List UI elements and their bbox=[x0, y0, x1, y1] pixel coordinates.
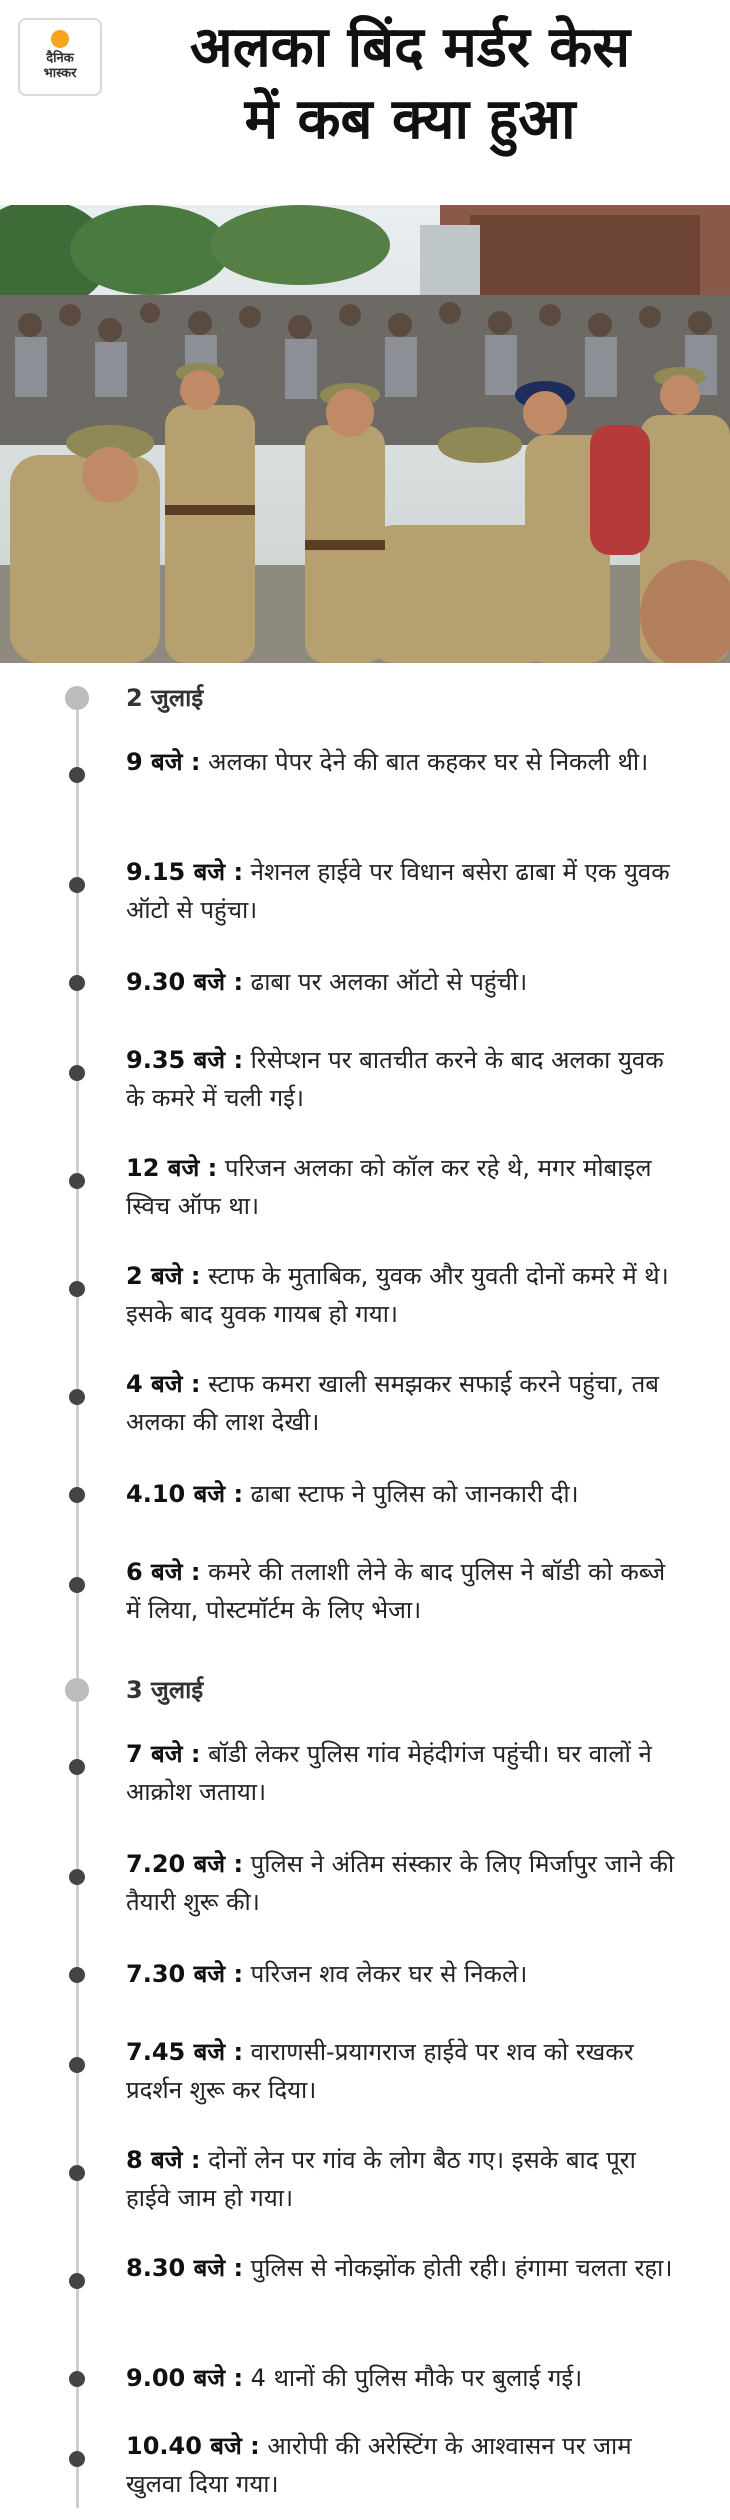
event-time: 9.15 बजे : bbox=[126, 858, 244, 886]
event-item bbox=[126, 963, 686, 1001]
event-dot-icon bbox=[69, 1389, 85, 1405]
event-time: 9.35 बजे : bbox=[126, 1046, 244, 1074]
title-line1: अलका बिंद मर्डर केस bbox=[189, 15, 631, 80]
event-description: नेशनल हाईवे पर विधान बसेरा ढाबा में एक युवक ऑटो से पहुंचा। bbox=[126, 858, 670, 924]
event-time: 2 बजे : bbox=[126, 1262, 201, 1290]
police-crowd-photo-icon bbox=[0, 205, 730, 663]
timeline-line bbox=[76, 698, 79, 2508]
event-time: 9 बजे : bbox=[126, 748, 201, 776]
event-time: 9.30 बजे : bbox=[126, 968, 244, 996]
event-description: वाराणसी-प्रयागराज हाईवे पर शव को रखकर प्रदर्शन शुरू कर दिया। bbox=[126, 2038, 634, 2104]
sun-icon bbox=[51, 30, 69, 48]
event-description: दोनों लेन पर गांव के लोग बैठ गए। इसके बाद पूरा हाईवे जाम हो गया। bbox=[126, 2146, 636, 2212]
event-item bbox=[126, 1475, 686, 1513]
event-time: 4.10 बजे : bbox=[126, 1480, 244, 1508]
event-description: ढाबा पर अलका ऑटो से पहुंची। bbox=[243, 968, 528, 996]
event-dot-icon bbox=[69, 767, 85, 783]
date-label-day1: 2 जुलाई bbox=[126, 684, 204, 712]
event-dot-icon bbox=[69, 1869, 85, 1885]
event-description: स्टाफ कमरा खाली समझकर सफाई करने पहुंचा, तब अलका की लाश देखी। bbox=[126, 1370, 659, 1436]
event-item bbox=[126, 1845, 686, 1921]
event-dot-icon bbox=[69, 1577, 85, 1593]
event-time: 6 बजे : bbox=[126, 1558, 201, 1586]
event-item bbox=[126, 2249, 686, 2287]
event-description: आरोपी की अरेस्टिंग के आश्वासन पर जाम खुलवा दिया गया। bbox=[126, 2432, 632, 2498]
event-item bbox=[126, 1955, 686, 1993]
event-time: 8.30 बजे : bbox=[126, 2254, 244, 2282]
event-item bbox=[126, 853, 686, 929]
event-time: 9.00 बजे : bbox=[126, 2364, 244, 2392]
logo-text-line1: दैनिक bbox=[46, 51, 74, 66]
event-description: स्टाफ के मुताबिक, युवक और युवती दोनों कमरे में थे। इसके बाद युवक गायब हो गया। bbox=[126, 1262, 669, 1328]
timeline bbox=[0, 663, 730, 2520]
event-dot-icon bbox=[69, 2273, 85, 2289]
dainik-bhaskar-logo[interactable] bbox=[18, 18, 102, 96]
event-time: 8 बजे : bbox=[126, 2146, 201, 2174]
date-label-day2: 3 जुलाई bbox=[126, 1676, 204, 1704]
logo-text-line2: भास्कर bbox=[43, 66, 77, 81]
event-time: 10.40 बजे : bbox=[126, 2432, 260, 2460]
event-item bbox=[126, 743, 686, 781]
event-item bbox=[126, 2359, 686, 2397]
event-item bbox=[126, 1041, 686, 1117]
event-description: परिजन शव लेकर घर से निकले। bbox=[243, 1960, 528, 1988]
event-description: पुलिस से नोकझोंक होती रही। हंगामा चलता रहा। bbox=[243, 2254, 673, 2282]
event-dot-icon bbox=[69, 2371, 85, 2387]
event-dot-icon bbox=[69, 2451, 85, 2467]
event-time: 7 बजे : bbox=[126, 1740, 201, 1768]
event-item bbox=[126, 1735, 686, 1811]
event-description: अलका पेपर देने की बात कहकर घर से निकली थी। bbox=[200, 748, 649, 776]
event-dot-icon bbox=[69, 2165, 85, 2181]
event-description: रिसेप्शन पर बातचीत करने के बाद अलका युवक के कमरे में चली गई। bbox=[126, 1046, 664, 1112]
event-dot-icon bbox=[69, 1065, 85, 1081]
event-dot-icon bbox=[69, 975, 85, 991]
event-time: 12 बजे : bbox=[126, 1154, 218, 1182]
header bbox=[0, 0, 730, 205]
event-time: 7.30 बजे : bbox=[126, 1960, 244, 1988]
event-dot-icon bbox=[69, 1759, 85, 1775]
date-marker-icon bbox=[65, 686, 89, 710]
event-dot-icon bbox=[69, 877, 85, 893]
event-item bbox=[126, 2033, 686, 2109]
event-time: 7.45 बजे : bbox=[126, 2038, 244, 2066]
event-description: ढाबा स्टाफ ने पुलिस को जानकारी दी। bbox=[243, 1480, 579, 1508]
date-marker-icon bbox=[65, 1678, 89, 1702]
event-dot-icon bbox=[69, 1173, 85, 1189]
page-title bbox=[110, 12, 710, 156]
event-description: पुलिस ने अंतिम संस्कार के लिए मिर्जापुर जाने की तैयारी शुरू की। bbox=[126, 1850, 675, 1916]
event-dot-icon bbox=[69, 2057, 85, 2073]
event-item bbox=[126, 1257, 686, 1333]
event-dot-icon bbox=[69, 1487, 85, 1503]
news-photo bbox=[0, 205, 730, 663]
event-dot-icon bbox=[69, 1967, 85, 1983]
event-dot-icon bbox=[69, 1281, 85, 1297]
event-item bbox=[126, 2141, 686, 2217]
event-item bbox=[126, 2427, 686, 2503]
event-description: 4 थानों की पुलिस मौके पर बुलाई गई। bbox=[243, 2364, 583, 2392]
event-item bbox=[126, 1553, 686, 1629]
event-description: बॉडी लेकर पुलिस गांव मेहंदीगंज पहुंची। घर वालों ने आक्रोश जताया। bbox=[126, 1740, 652, 1806]
title-line2: में कब क्या हुआ bbox=[244, 87, 576, 152]
event-description: परिजन अलका को कॉल कर रहे थे, मगर मोबाइल स्विच ऑफ था। bbox=[126, 1154, 652, 1220]
event-time: 7.20 बजे : bbox=[126, 1850, 244, 1878]
event-item bbox=[126, 1365, 686, 1441]
event-description: कमरे की तलाशी लेने के बाद पुलिस ने बॉडी को कब्जे में लिया, पोस्टमॉर्टम के लिए भेजा। bbox=[126, 1558, 666, 1624]
event-time: 4 बजे : bbox=[126, 1370, 201, 1398]
event-item bbox=[126, 1149, 686, 1225]
